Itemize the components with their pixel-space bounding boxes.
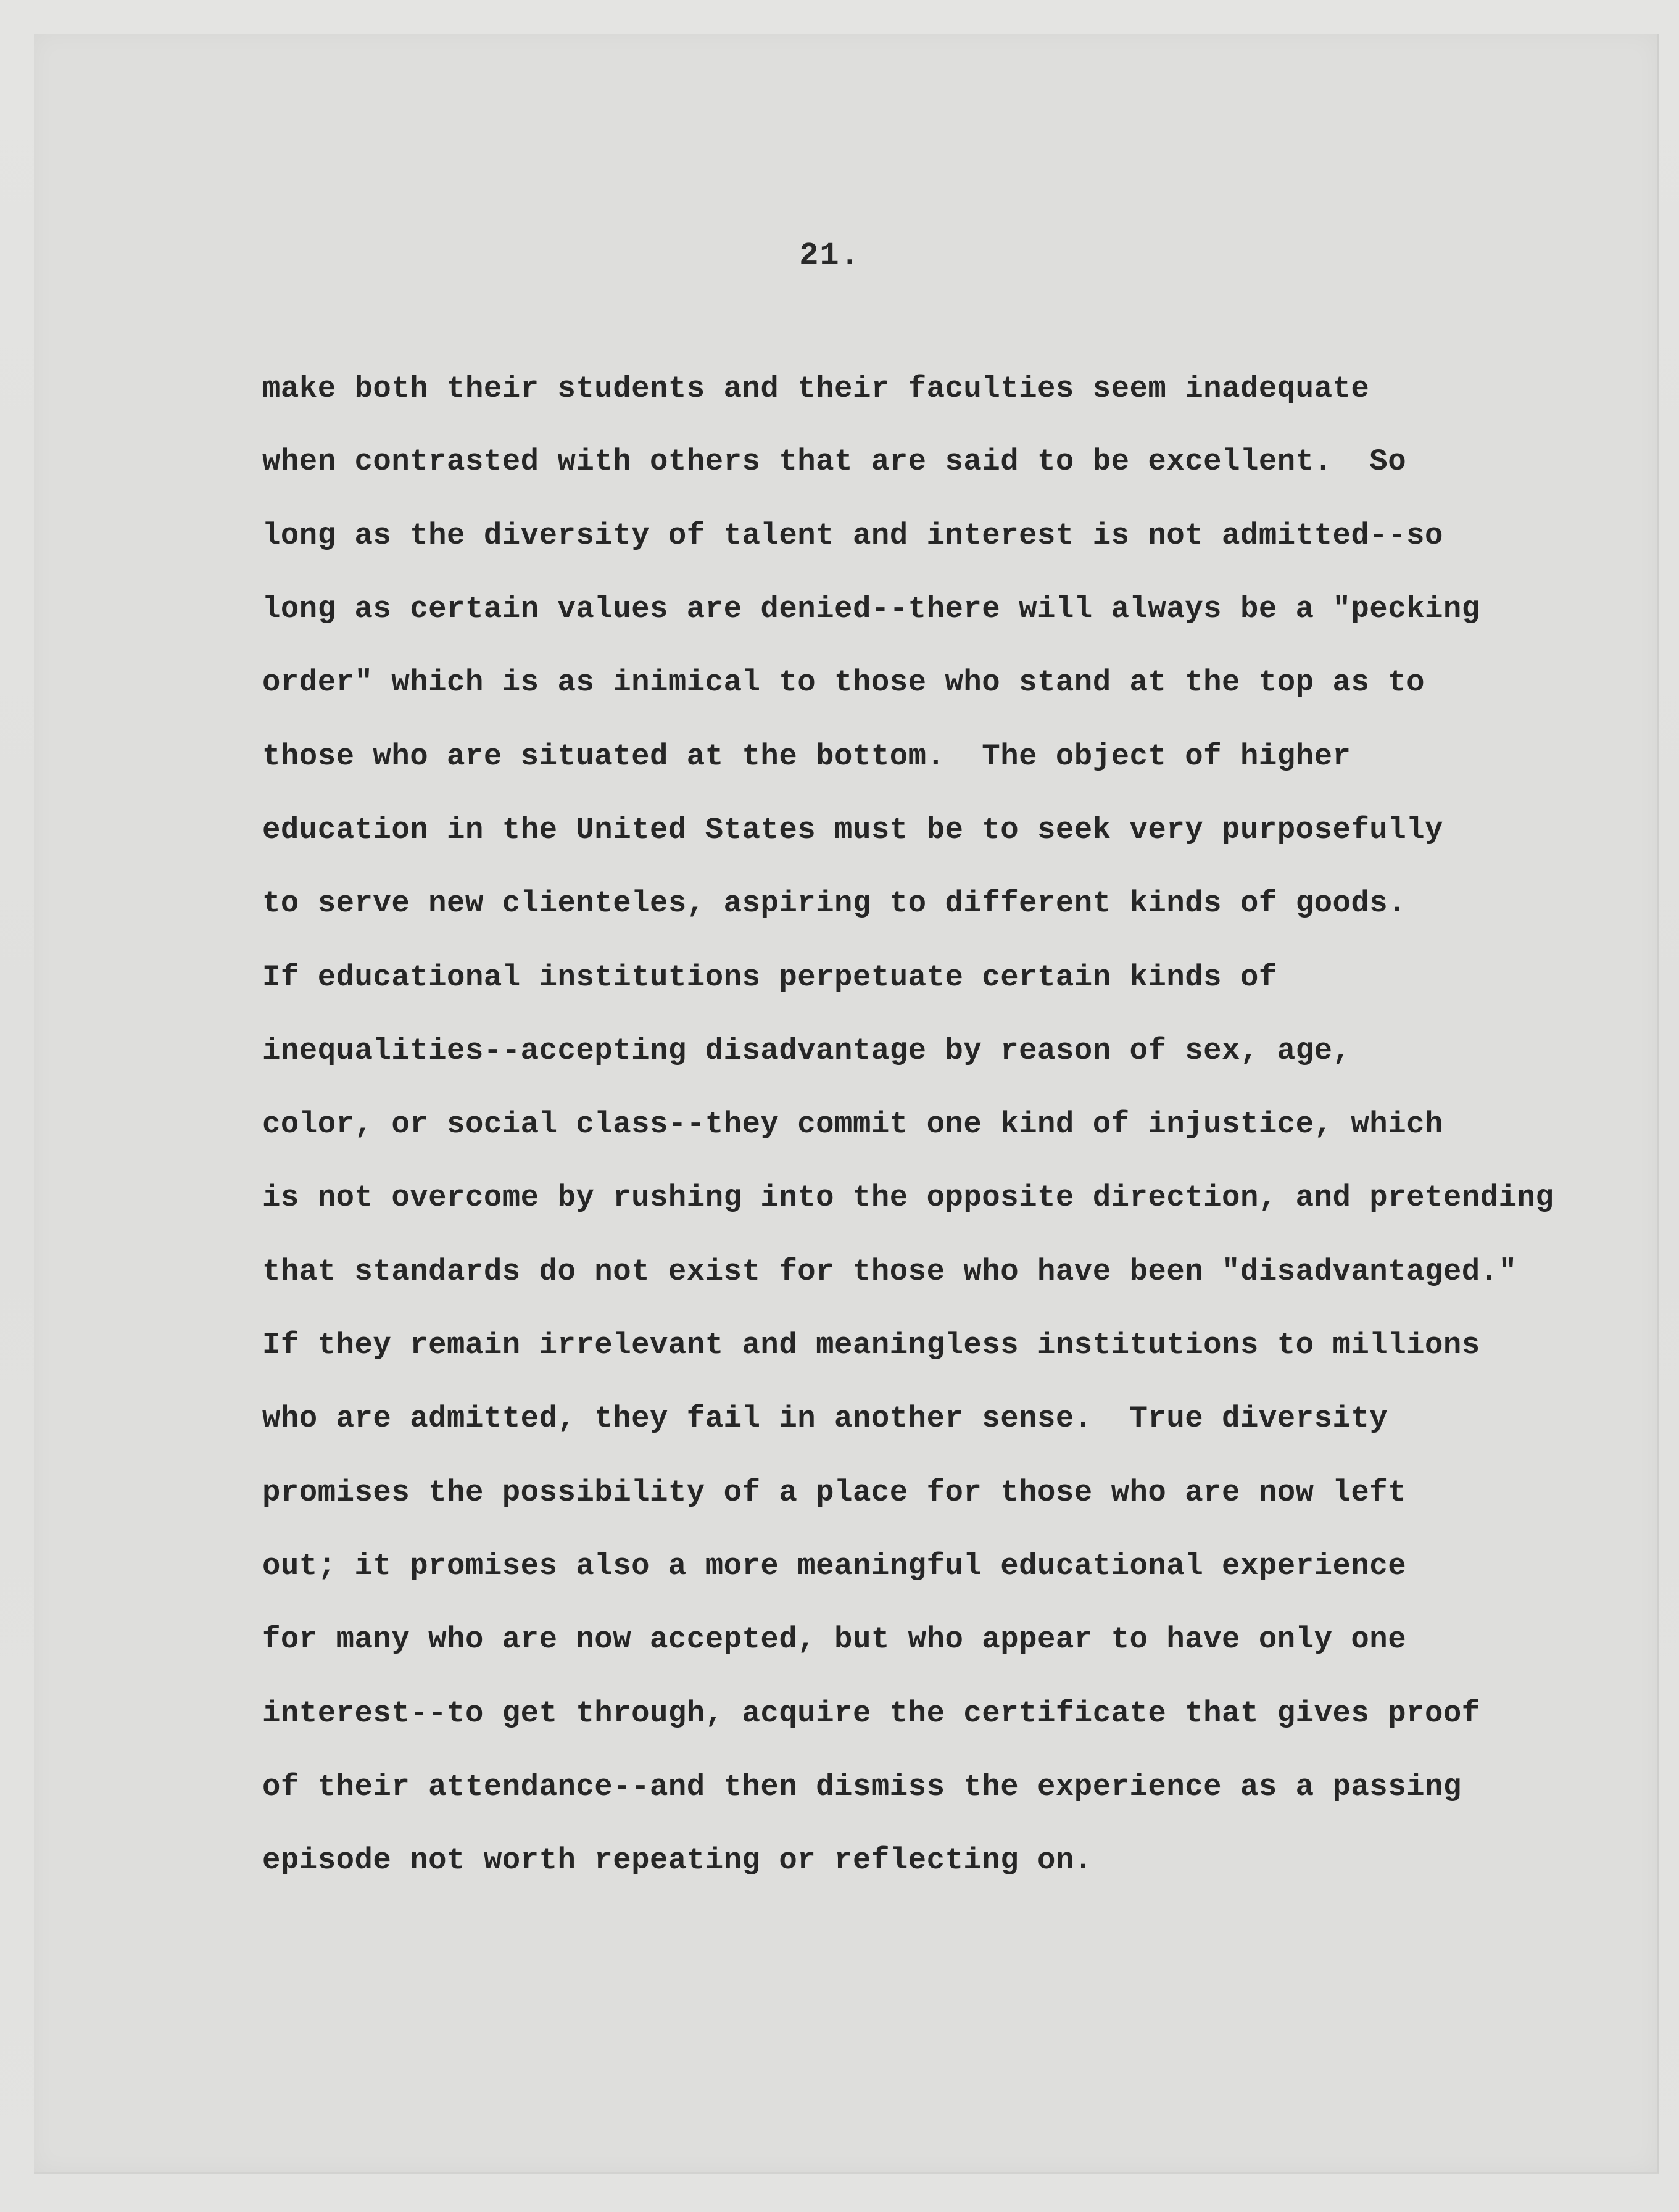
text-line: long as the diversity of talent and interest is not admitted--so [262, 518, 1443, 553]
text-line: is not overcome by rushing into the opposite direction, and pretending [262, 1180, 1554, 1215]
text-line: of their attendance--and then dismiss the experience as a passing [262, 1770, 1462, 1804]
text-line: episode not worth repeating or reflecting on. [262, 1843, 1093, 1878]
text-line: to serve new clienteles, aspiring to different kinds of goods. [262, 886, 1407, 921]
text-line: out; it promises also a more meaningful educational experience [262, 1549, 1407, 1583]
text-line: make both their students and their faculties seem inadequate [262, 371, 1370, 406]
text-line: If they remain irrelevant and meaningless institutions to millions [262, 1328, 1480, 1362]
text-line: interest--to get through, acquire the certificate that gives proof [262, 1696, 1480, 1731]
text-line: that standards do not exist for those who have been "disadvantaged." [262, 1254, 1517, 1289]
text-line: those who are situated at the bottom. The object of higher [262, 739, 1351, 774]
text-line: who are admitted, they fail in another sense. True diversity [262, 1401, 1388, 1436]
text-line: promises the possibility of a place for those who are now left [262, 1475, 1407, 1510]
text-line: for many who are now accepted, but who appear to have only one [262, 1622, 1407, 1657]
text-line: order" which is as inimical to those who stand at the top as to [262, 665, 1425, 700]
text-line: when contrasted with others that are said to be excellent. So [262, 444, 1407, 479]
text-line: color, or social class--they commit one kind of injustice, which [262, 1107, 1443, 1141]
text-line: education in the United States must be to seek very purposefully [262, 813, 1443, 847]
text-line: inequalities--accepting disadvantage by reason of sex, age, [262, 1034, 1351, 1068]
text-line: If educational institutions perpetuate certain kinds of [262, 960, 1277, 995]
text-line: long as certain values are denied--there will always be a "pecking [262, 592, 1480, 626]
page-number: 21. [799, 238, 861, 274]
